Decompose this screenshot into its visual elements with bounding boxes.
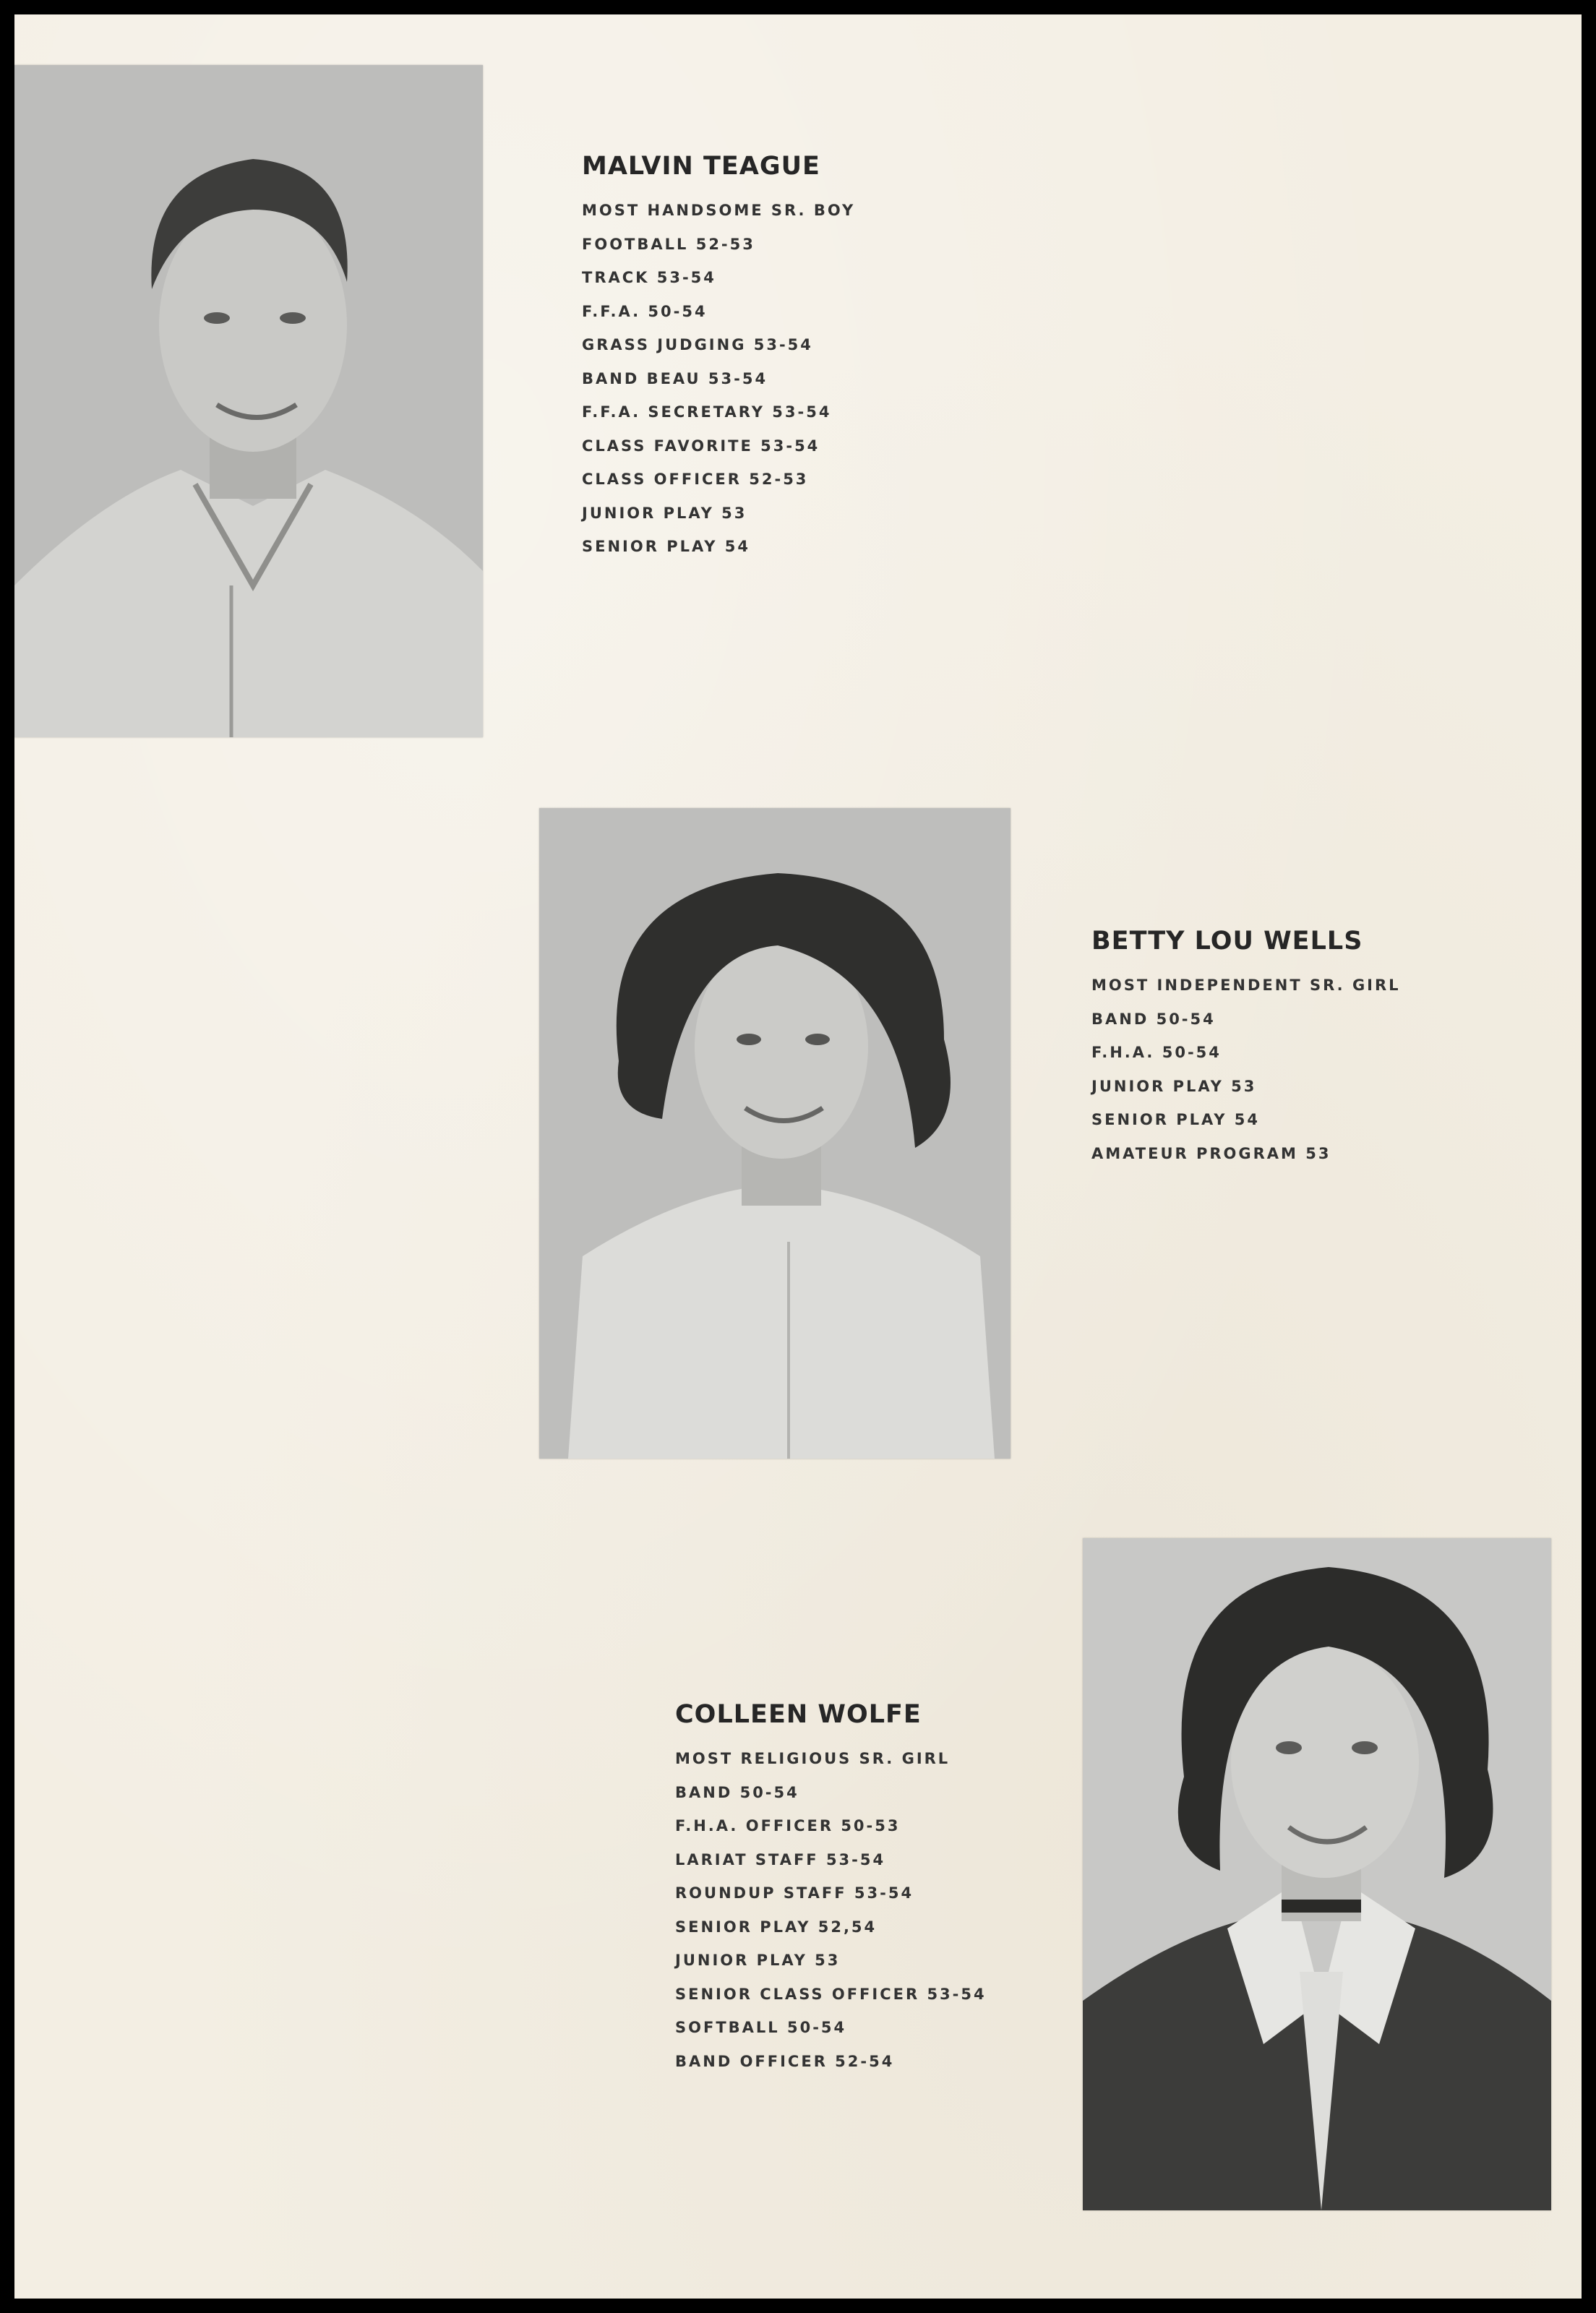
student-name: BETTY LOU WELLS — [1091, 927, 1363, 956]
activity-item: F.F.A. SECRETARY 53-54 — [582, 403, 832, 421]
activity-item: CLASS FAVORITE 53-54 — [582, 437, 820, 455]
activity-item: GRASS JUDGING 53-54 — [582, 336, 813, 353]
activity-item: F.H.A. OFFICER 50-53 — [675, 1817, 901, 1834]
activity-item: JUNIOR PLAY 53 — [675, 1952, 841, 1969]
activity-item: BAND OFFICER 52-54 — [675, 2052, 895, 2070]
activity-item: JUNIOR PLAY 53 — [1091, 1077, 1257, 1095]
activity-item: SOFTBALL 50-54 — [675, 2019, 847, 2036]
activity-list — [675, 1742, 987, 2078]
student-entry-colleen-wolfe — [675, 1700, 987, 2078]
activity-item: SENIOR PLAY 54 — [1091, 1111, 1260, 1128]
student-entry-malvin-teague — [582, 152, 855, 564]
activity-item: SENIOR PLAY 52,54 — [675, 1918, 878, 1936]
activity-item: BAND 50-54 — [1091, 1010, 1216, 1028]
student-entry-betty-lou-wells — [1091, 927, 1401, 1170]
portrait-photo-betty-lou-wells — [539, 808, 1011, 1459]
activity-list — [1091, 969, 1401, 1170]
student-name: COLLEEN WOLFE — [675, 1700, 922, 1729]
activity-item: SENIOR PLAY 54 — [582, 538, 750, 555]
activity-item: AMATEUR PROGRAM 53 — [1091, 1144, 1331, 1162]
activity-item: TRACK 53-54 — [582, 269, 716, 286]
portrait-photo-colleen-wolfe — [1083, 1538, 1551, 2210]
activity-item: F.H.A. 50-54 — [1091, 1044, 1222, 1061]
activity-item: FOOTBALL 52-53 — [582, 235, 755, 253]
activity-item: CLASS OFFICER 52-53 — [582, 471, 809, 488]
activity-item: MOST INDEPENDENT SR. GIRL — [1091, 977, 1401, 994]
activity-item: LARIAT STAFF 53-54 — [675, 1850, 886, 1868]
activity-item: MOST HANDSOME SR. BOY — [582, 202, 856, 219]
activity-item: JUNIOR PLAY 53 — [582, 504, 747, 522]
activity-item: MOST RELIGIOUS SR. GIRL — [675, 1750, 951, 1767]
student-name: MALVIN TEAGUE — [582, 152, 820, 181]
activity-item: F.F.A. 50-54 — [582, 302, 708, 320]
yearbook-page — [14, 14, 1582, 2299]
activity-item: ROUNDUP STAFF 53-54 — [675, 1884, 914, 1902]
activity-item: SENIOR CLASS OFFICER 53-54 — [675, 1985, 987, 2003]
portrait-photo-malvin-teague — [14, 65, 483, 737]
activity-list — [582, 194, 855, 564]
activity-item: BAND BEAU 53-54 — [582, 369, 768, 387]
activity-item: BAND 50-54 — [675, 1783, 799, 1801]
